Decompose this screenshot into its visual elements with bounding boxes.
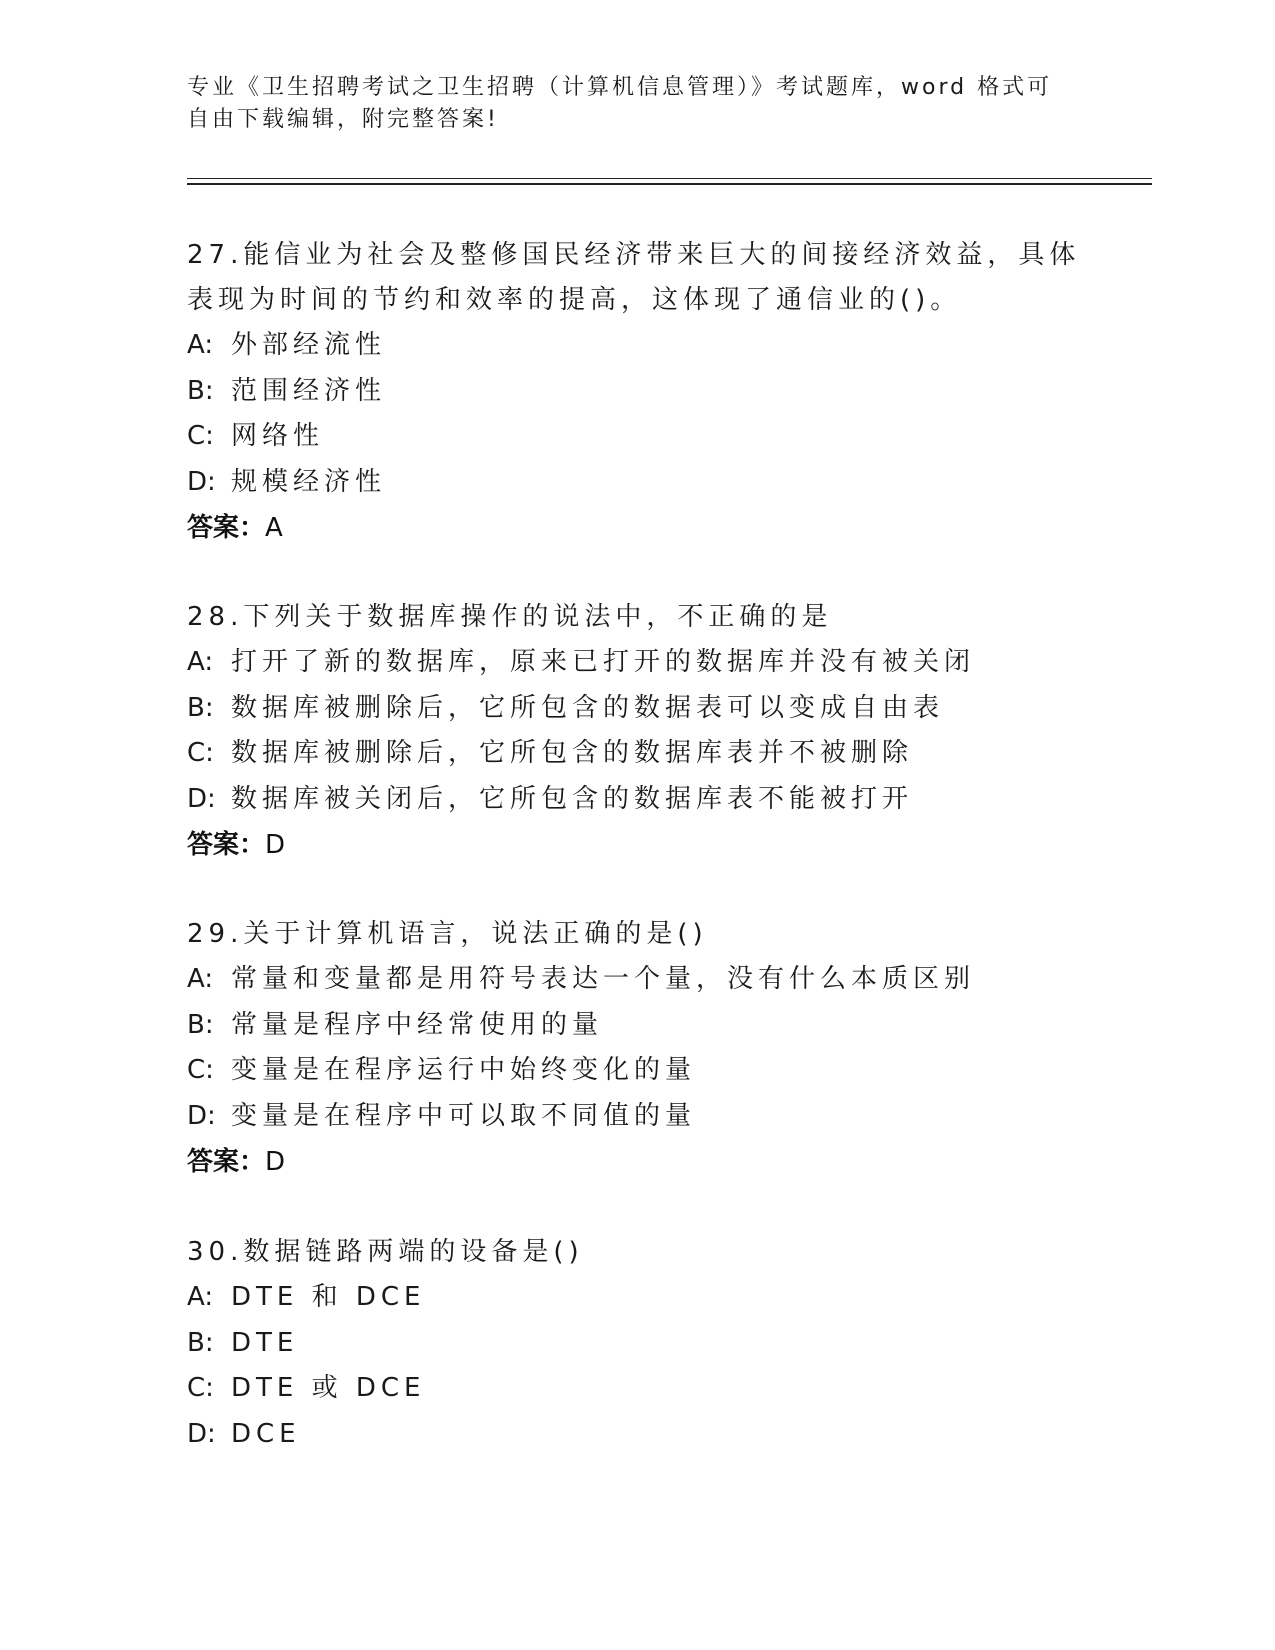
option-text: 网络性 [231, 421, 325, 451]
header-divider-bottom [187, 183, 1152, 185]
option-text: 打开了新的数据库，原来已打开的数据库并没有被关闭 [231, 647, 976, 677]
option-b [187, 369, 1087, 415]
option-key: A: [187, 647, 214, 677]
question-30 [187, 1230, 1087, 1457]
answer-label: 答案： [187, 1147, 266, 1177]
question-text: 下列关于数据库操作的说法中，不正确的是 [243, 602, 833, 632]
option-key: A: [187, 1282, 214, 1312]
answer-value: D [265, 1147, 286, 1177]
option-c [187, 731, 1087, 777]
option-text: 变量是在程序运行中始终变化的量 [231, 1055, 697, 1085]
question-number: 30. [187, 1237, 244, 1267]
option-text: 数据库被删除后，它所包含的数据库表并不被删除 [231, 738, 914, 768]
question-text: 能信业为社会及整修国民经济带来巨大的间接经济效益，具体表现为时间的节约和效率的提高，这体现了通信业的()。 [187, 240, 1081, 315]
header-divider-top [187, 178, 1152, 179]
option-text: DCE [231, 1418, 301, 1449]
option-key: A: [187, 964, 214, 994]
option-a [187, 323, 1087, 369]
answer-label: 答案： [187, 830, 266, 860]
question-stem [187, 595, 1087, 640]
answer-line [187, 505, 1087, 551]
option-text: 规模经济性 [231, 466, 387, 497]
option-b [187, 1003, 1087, 1049]
option-a [187, 1275, 1087, 1321]
option-key: D: [187, 466, 216, 497]
option-key: C: [187, 421, 214, 451]
option-text: 常量和变量都是用符号表达一个量，没有什么本质区别 [231, 964, 976, 994]
question-27 [187, 233, 1087, 551]
option-key: D: [187, 783, 216, 814]
option-text: 范围经济性 [231, 375, 387, 406]
question-number: 27. [187, 240, 244, 270]
option-text: 变量是在程序中可以取不同值的量 [231, 1100, 697, 1131]
option-key: D: [187, 1418, 216, 1449]
option-key: B: [187, 692, 214, 723]
option-d [187, 1412, 1087, 1458]
answer-value: A [265, 513, 283, 543]
option-b [187, 1321, 1087, 1367]
option-text: DTE 或 DCE [231, 1373, 426, 1403]
option-text: 数据库被关闭后，它所包含的数据库表不能被打开 [231, 783, 914, 814]
option-c [187, 1048, 1087, 1094]
option-b [187, 686, 1087, 732]
option-text: DTE [231, 1327, 299, 1358]
answer-line [187, 822, 1087, 868]
document-intro: 专业《卫生招聘考试之卫生招聘（计算机信息管理）》考试题库，word 格式可自由下载编辑，附完整答案! [187, 75, 1053, 132]
option-a [187, 640, 1087, 686]
answer-line [187, 1139, 1087, 1185]
option-key: B: [187, 1327, 214, 1358]
option-key: B: [187, 375, 214, 406]
option-c [187, 1366, 1087, 1412]
option-d [187, 460, 1087, 506]
option-text: 常量是程序中经常使用的量 [231, 1009, 604, 1040]
question-stem [187, 912, 1087, 957]
option-key: C: [187, 1373, 214, 1403]
option-c [187, 414, 1087, 460]
option-key: C: [187, 738, 214, 768]
question-stem [187, 1230, 1087, 1275]
answer-value: D [265, 830, 286, 860]
option-key: D: [187, 1100, 216, 1131]
question-29 [187, 912, 1087, 1185]
option-key: B: [187, 1009, 214, 1040]
option-key: A: [187, 330, 214, 360]
question-text: 关于计算机语言，说法正确的是() [243, 919, 708, 949]
option-text: 外部经流性 [231, 330, 387, 360]
option-d [187, 777, 1087, 823]
option-key: C: [187, 1055, 214, 1085]
question-number: 29. [187, 919, 244, 949]
question-number: 28. [187, 602, 244, 632]
option-text: 数据库被删除后，它所包含的数据表可以变成自由表 [231, 692, 945, 723]
option-d [187, 1094, 1087, 1140]
question-stem [187, 233, 1087, 323]
question-text: 数据链路两端的设备是() [243, 1237, 584, 1267]
question-28 [187, 595, 1087, 868]
option-text: DTE 和 DCE [231, 1282, 426, 1312]
answer-label: 答案： [187, 513, 266, 543]
option-a [187, 957, 1087, 1003]
